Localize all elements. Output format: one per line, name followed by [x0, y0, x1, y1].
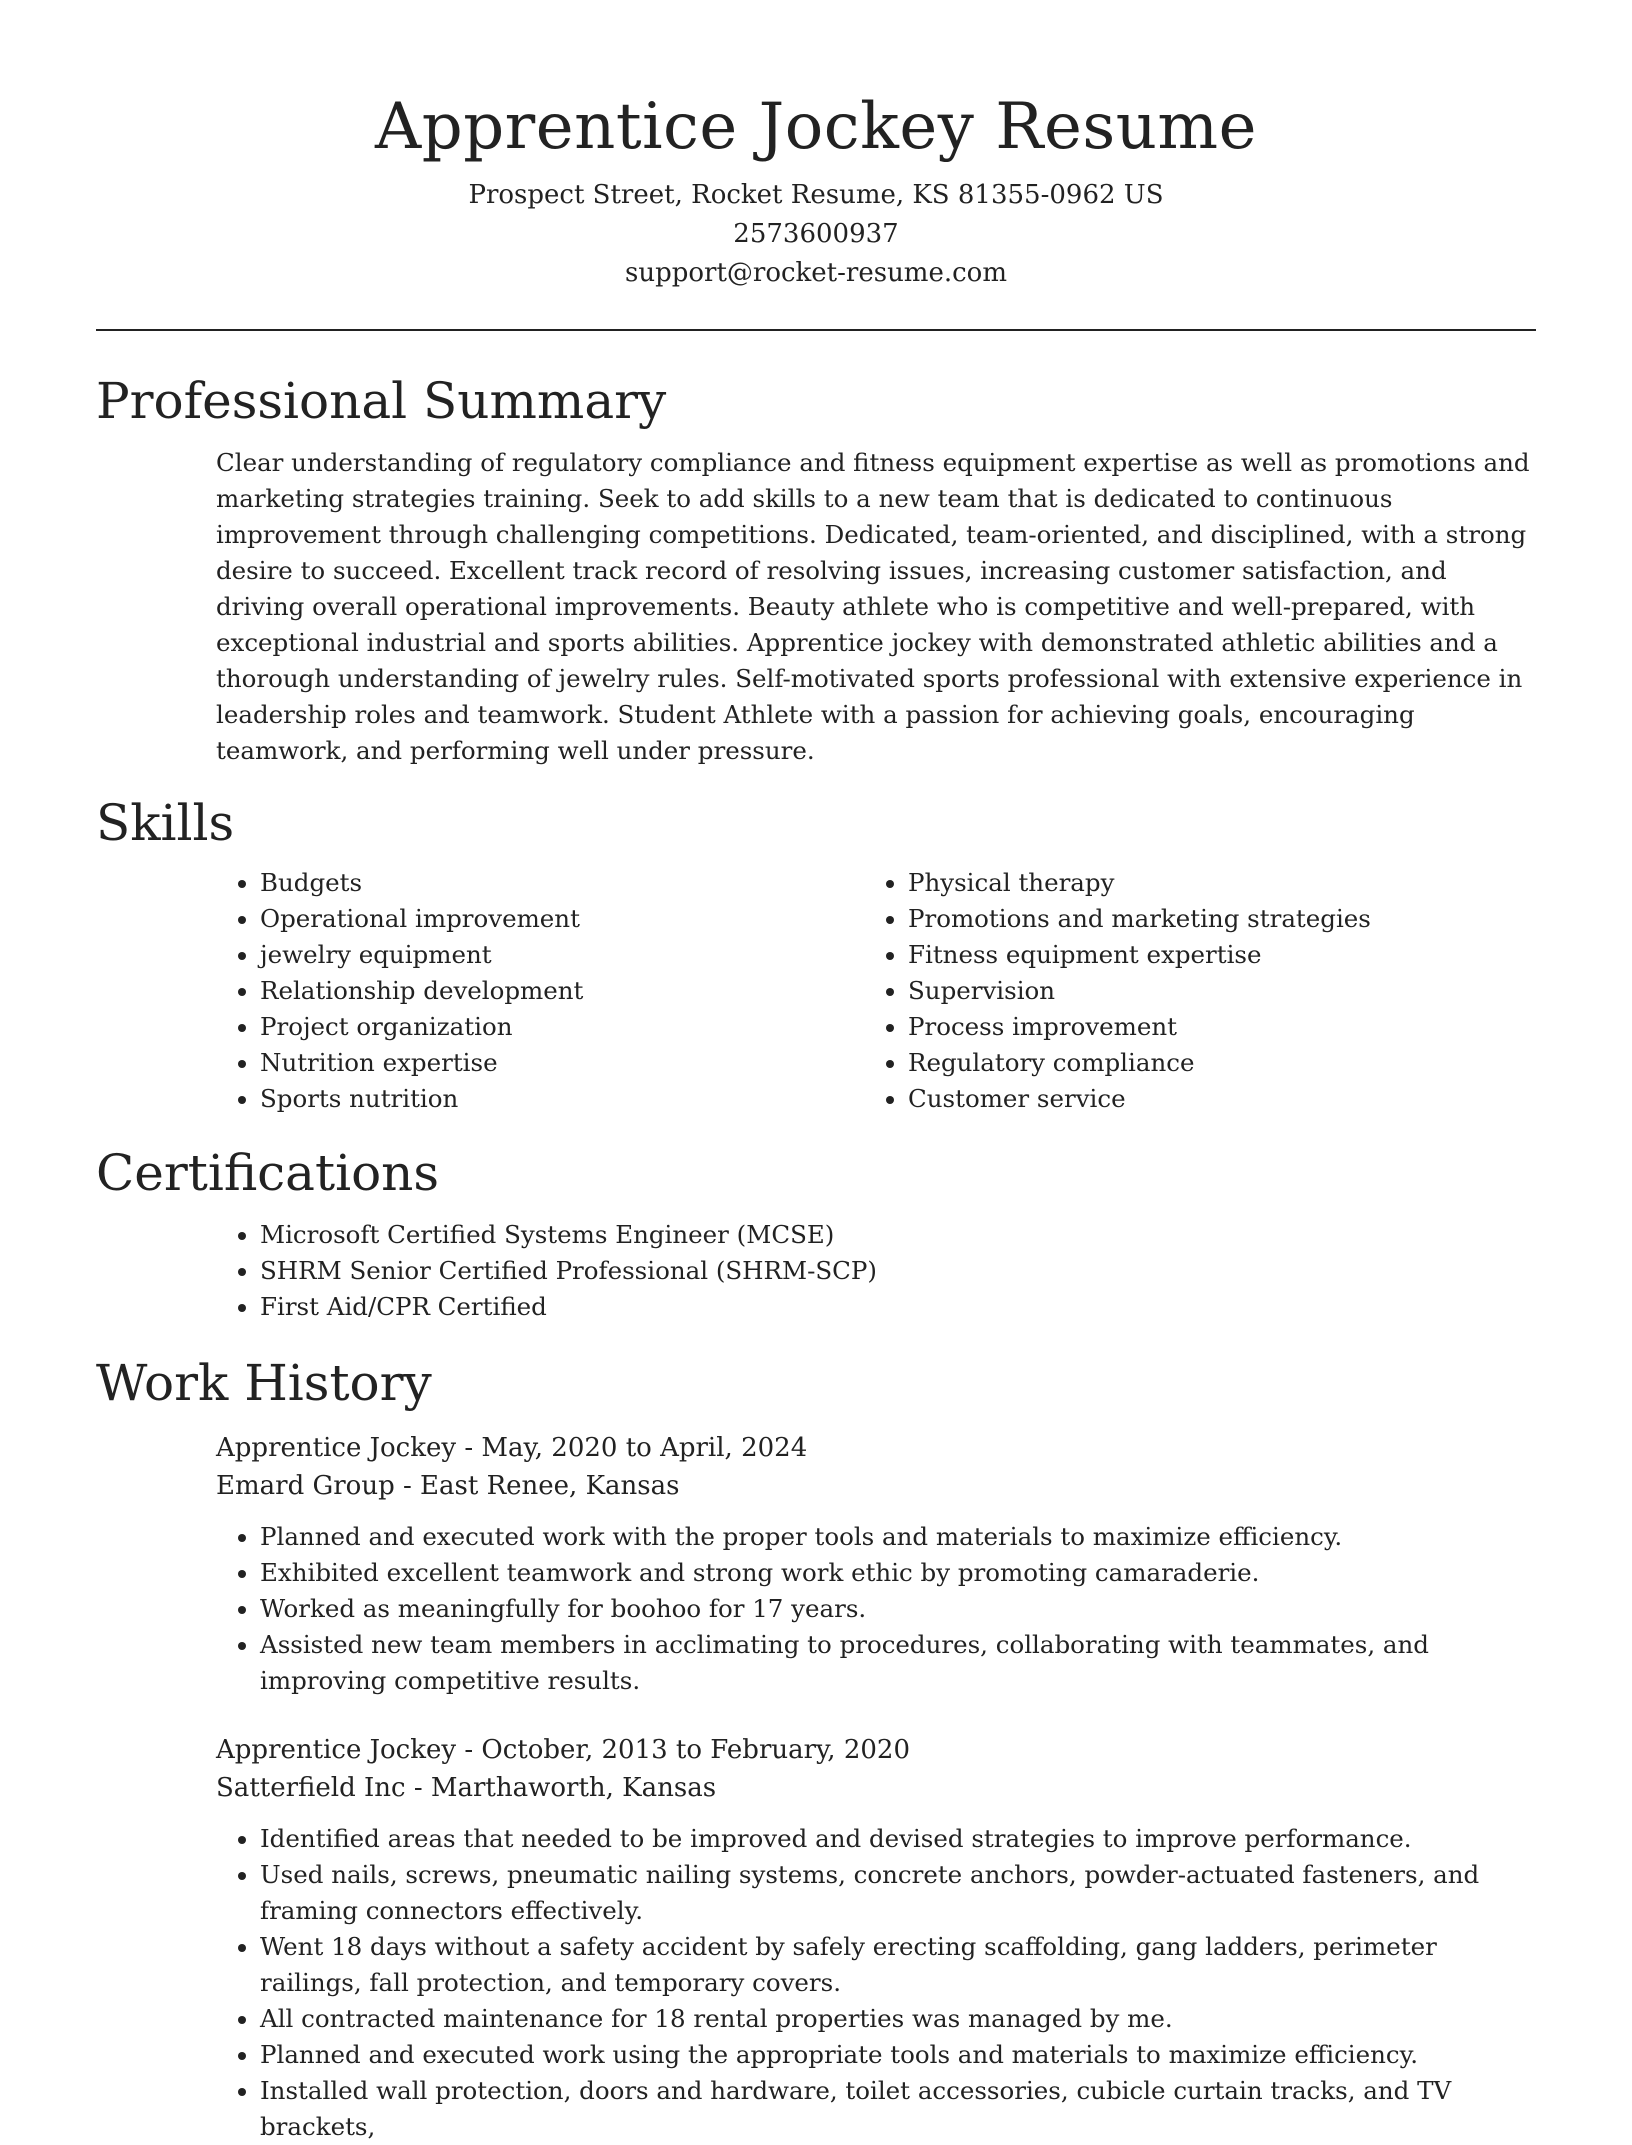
- skill-item: • Fitness equipment expertise: [908, 937, 1392, 973]
- job-duty: • Assisted new team members in acclimating to procedures, collaborating with teammates, and improving competitive results.: [260, 1627, 1536, 1699]
- work-history-heading: Work History: [96, 1354, 432, 1412]
- certification-item: • Microsoft Certified Systems Engineer (MCSE): [260, 1217, 1536, 1253]
- job-duty: • Went 18 days without a safety accident by safely erecting scaffolding, gang ladders, perimeter railings, fall protection, and temporary covers.: [260, 1929, 1536, 2001]
- job-duty: • Identified areas that needed to be improved and devised strategies to improve performance.: [260, 1821, 1536, 1857]
- skills-heading: Skills: [96, 794, 235, 852]
- skill-item: • Operational improvement: [260, 901, 744, 937]
- job-duty: • Worked as meaningfully for boohoo for 17 years.: [260, 1591, 1536, 1627]
- skill-item: • Customer service: [908, 1081, 1392, 1117]
- resume-page: [96, 0, 1536, 2145]
- job-title-line: [216, 1429, 1536, 1467]
- job-duty: • All contracted maintenance for 18 rental properties was managed by me.: [260, 2001, 1536, 2037]
- job-company: Emard Group: [216, 1471, 395, 1501]
- skill-item: • Physical therapy: [908, 865, 1392, 901]
- skill-item: • jewelry equipment: [260, 937, 744, 973]
- job-company: Satterfield Inc: [216, 1773, 406, 1803]
- job-entry: [216, 1731, 1536, 2145]
- summary-section: [96, 369, 1536, 769]
- job-duty: • Exhibited excellent teamwork and strong work ethic by promoting camaraderie.: [260, 1555, 1536, 1591]
- skills-list-right: [744, 865, 1392, 1117]
- resume-header: [96, 0, 1536, 293]
- job-company-line: [216, 1467, 1536, 1505]
- job-title: Apprentice Jockey: [216, 1433, 457, 1463]
- resume-title: Apprentice Jockey Resume: [375, 90, 1257, 164]
- job-duties-list: [216, 1821, 1536, 2145]
- skill-item: • Budgets: [260, 865, 744, 901]
- skill-item: • Regulatory compliance: [908, 1045, 1392, 1081]
- certification-item: • SHRM Senior Certified Professional (SHRM-SCP): [260, 1253, 1536, 1289]
- job-duty: • Planned and executed work with the proper tools and materials to maximize efficiency.: [260, 1519, 1536, 1555]
- summary-heading: Professional Summary: [96, 372, 667, 430]
- skill-item: • Relationship development: [260, 973, 744, 1009]
- job-dates: - October, 2013 to February, 2020: [456, 1735, 910, 1765]
- skills-list-left: [96, 865, 744, 1117]
- summary-text: Clear understanding of regulatory compliance and fitness equipment expertise as well as promotions and marketing strategies training. Seek to add skills to a new team that is dedicated to continuous improvement through challenging competitions. Dedicated, team-oriented, and disciplined, with a strong desire to succeed. Excellent track record of resolving issues, increasing customer satisfaction, and driving overall operational improvements. Beauty athlete who is competitive and well-prepared, with exceptional industrial and sports abilities. Apprentice jockey with demonstrated athletic abilities and a thorough understanding of jewelry rules. Self-motivated sports professional with extensive experience in leadership roles and teamwork. Student Athlete with a passion for achieving goals, encouraging teamwork, and performing well under pressure.: [216, 448, 1530, 765]
- skill-item: • Sports nutrition: [260, 1081, 744, 1117]
- contact-info: [96, 176, 1536, 293]
- job-duty: • Installed wall protection, doors and hardware, toilet accessories, cubicle curtain tracks, and TV brackets,: [260, 2073, 1536, 2145]
- job-duty: • Used nails, screws, pneumatic nailing systems, concrete anchors, powder-actuated fasteners, and framing connectors effectively.: [260, 1857, 1536, 1929]
- job-dates: - May, 2020 to April, 2024: [456, 1433, 808, 1463]
- skill-item: • Supervision: [908, 973, 1392, 1009]
- job-entry: [216, 1429, 1536, 1699]
- job-company-line: [216, 1769, 1536, 1807]
- job-duty: • Planned and executed work using the appropriate tools and materials to maximize efficiency.: [260, 2037, 1536, 2073]
- skill-item: • Nutrition expertise: [260, 1045, 744, 1081]
- certifications-section: [96, 1141, 1536, 1325]
- header-divider: [96, 329, 1536, 331]
- skills-columns: [96, 865, 1536, 1117]
- job-location: - East Renee, Kansas: [394, 1471, 680, 1501]
- job-location: - Marthaworth, Kansas: [405, 1773, 717, 1803]
- contact-address: Prospect Street, Rocket Resume, KS 81355-0962 US: [468, 180, 1164, 210]
- job-title: Apprentice Jockey: [216, 1735, 457, 1765]
- skill-item: • Process improvement: [908, 1009, 1392, 1045]
- certifications-list: [96, 1217, 1536, 1325]
- contact-email: support@rocket-resume.com: [624, 258, 1007, 288]
- skill-item: • Promotions and marketing strategies: [908, 901, 1392, 937]
- job-duties-list: [216, 1519, 1536, 1699]
- work-history-section: [96, 1351, 1536, 2145]
- skill-item: • Project organization: [260, 1009, 744, 1045]
- skills-section: [96, 791, 1536, 1117]
- certifications-heading: Certifications: [96, 1144, 440, 1202]
- certification-item: • First Aid/CPR Certified: [260, 1289, 1536, 1325]
- job-title-line: [216, 1731, 1536, 1769]
- contact-phone: 2573600937: [733, 219, 899, 249]
